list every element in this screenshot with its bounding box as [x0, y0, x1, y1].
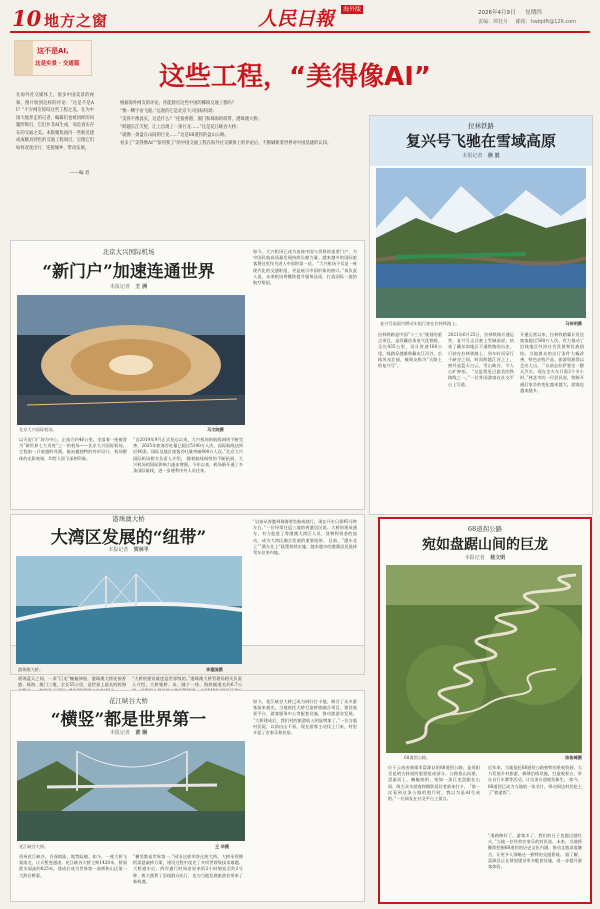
article-byline	[11, 546, 246, 553]
masthead-edition: 海外版	[343, 6, 362, 13]
article-text-col-1: 以天安门广场为中心，正南方约46公里，坐落着一座被誉为“新世界七大奇迹”之一的机场——北京大兴国际机场。它犹如一只展翅的凤凰，航站楼独特的外形设计、机场整体的光影效果，均给人留下深刻印象。	[19, 437, 127, 461]
hzm-text-col-1: 碧海蓝天之间，一条“巨龙”蜿蜒伸展。港珠澳大桥连接香港、珠海、澳门三地，全长55公里，是世界上最长的跨海	[18, 676, 126, 688]
article-byline	[370, 152, 592, 159]
byline-name: 王 洲	[135, 284, 148, 290]
byline-prefix: 本报记者	[462, 153, 483, 159]
sidebar-signature: ——编 者	[70, 171, 90, 176]
article-kicker: 北京大兴国际机场	[102, 248, 155, 256]
article-text-col-3: “道路修好了，游客多了，我们的日子也越过越红火。”当地一位经营农家乐的村民说。未来，当地将继续挖掘68道拐的历史文化内涵，推动文旅深度融合，让更多人领略这一独特的交通景观。 据了解，富源县正在规划建设更多配套设施，进一步提升游客体验。	[488, 833, 582, 870]
article-text-col-2: 近年来，当地依托68道拐公路独特的景观资源，大力发展乡村旅游，修缮沿线设施，打造观景台，举办自行车赛等活动，让这条古道焕发新生。 如今，68道拐已成为当地的一张名片，带动周边村民吃上了“旅游饭”。	[488, 765, 582, 795]
photo-credit: 王 华摄	[215, 844, 230, 849]
article-byline	[380, 554, 590, 561]
header-rule	[10, 31, 590, 33]
article-huajiang-bridge	[10, 690, 365, 902]
article-text-col-1: 贵州花江峡谷，谷深坡陡，地势险峻。如今，一座大桥飞架南北，让天堑变通途。花江峡谷大桥主跨1420米，桥面距水面高约625米，建成后成为世界第一高桥和山区第一大跨径桥梁。	[19, 854, 127, 878]
68-bends-photo	[386, 565, 582, 753]
sidebar-text: 在海外社交媒体上，很多中国美景的视频、图片收到这样的评论：“这是不是AI？”不少网友惊叹这些工程之美。在为中国大地奔走的记者、编辑们也被同样的问题所吸引，它们并非AI生成，而是真实存在的交通之美。本版聚焦国内一些新近建成或颇具特色的交通工程项目，呈现它们如何改变出行、连接城乡、带动发展。	[16, 93, 94, 151]
article-kicker: 港珠澳大桥	[112, 515, 145, 523]
daxing-airport-image	[17, 295, 245, 425]
editor-line	[478, 18, 576, 25]
byline-name: 徐 驳	[487, 153, 500, 159]
hzm-photo-credit: 李建国摄	[206, 667, 223, 672]
article-text-col-1: 拉林铁路是中国“十三五”规划的重点项目，是西藏首条电气化铁路，全长435公里，设计时速160公里。线路穿越雅鲁藏布江河谷，沿线风光壮丽，被网友称为“天路上的复兴号”。	[378, 332, 442, 369]
article-kicker: 花江峡谷大桥	[109, 697, 148, 705]
article-text-col-2: “自2019年9月正式投运以来，大兴机场的航线网络不断完善，2025年旅客吞吐量已超过5100万人次，国际航线达到近40条，国际及地区旅客吞吐量突破400万人次。”北京大兴国际机场相关负责人介绍。 随着航线网络的不断拓展，大兴机场的国际影响力逐步增强。今年以来，机场新开通了多条国际航线，进一步便利中外人员往来。	[133, 437, 243, 474]
article-lalin-railway	[369, 115, 593, 515]
huajiang-bridge-image	[17, 741, 245, 841]
byline-prefix: 本报记者	[109, 284, 130, 290]
tag-line-2: 这是实景 · 交通篇	[35, 61, 80, 67]
editor: 责编：谭桂月	[478, 19, 509, 25]
page-number: 10	[12, 6, 42, 31]
page-header	[0, 0, 600, 34]
hzm-photo-caption: 港珠澳大桥。	[18, 667, 44, 672]
article-kicker: 拉林铁路	[468, 122, 494, 130]
byline-prefix: 本报记者	[108, 547, 129, 553]
editor-email: 邮箱：hwbjdft@126.com	[515, 19, 577, 25]
byline-name: 贺林平	[133, 547, 149, 553]
byline-name: 黄 娴	[135, 730, 148, 736]
article-kicker: 68道拐公路	[467, 525, 503, 533]
article-text-col-3: 如今，花江峡谷大桥已成为网红打卡地，吸引了众多游客前来观光。当地依托大桥打造桥旅融合项目，建设观景平台、游客服务中心等配套设施，推动旅游业发展。 “大桥建成后，我们村的旅游收入明显增加了。”一位当地村民说，以前出山不易，现在游客主动找上门来，村里开起了农家乐和民宿。	[253, 699, 357, 736]
byline-name: 杨文明	[490, 555, 506, 561]
hzm-text-col-2: “大桥的建设难度是世界级的。”港珠澳大桥管理局相关负责人介绍，大桥集桥、岛、隧于一体，海底隧道长约6.7公	[132, 676, 242, 688]
article-68-bends-road	[378, 517, 592, 904]
article-text-col-2: “横竖都是世界第一。”网友这样形容这座大桥。大桥采用钢桁梁悬索桥方案，建设过程中攻克了多项世界级技术难题。 大桥通车后，两岸通行时间由原来的2小时缩短至约2分钟，极大便利了沿线群众出行，也为当地发展旅游业带来了新机遇。	[133, 854, 243, 884]
article-title: “新门户”加速连通世界	[42, 262, 215, 282]
masthead-logo: 人民日報	[258, 8, 335, 30]
photo-credit: 陈俊峰摄	[565, 755, 582, 760]
issue-weekday: 星期四	[525, 10, 542, 16]
masthead	[258, 4, 363, 31]
article-title: 大湾区发展的“纽带”	[50, 528, 207, 548]
photo-caption: 花江峡谷大桥。	[19, 844, 49, 849]
sidebar-tag	[14, 40, 92, 76]
68-bends-image	[386, 565, 582, 753]
main-title: 这些工程，“美得像AI”	[159, 62, 431, 92]
article-daxing-airport	[10, 240, 365, 510]
article-byline	[11, 729, 246, 736]
article-title: 宛如盘踞山间的巨龙	[422, 537, 548, 553]
issue-date-line	[478, 8, 542, 16]
tag-illustration	[15, 41, 33, 75]
photo-credit: 马文晓摄	[207, 427, 224, 432]
tag-line-1: 这不是AI,	[37, 47, 69, 55]
photo-credit: 马伟明摄	[565, 321, 582, 326]
lalin-railway-photo	[376, 168, 586, 318]
byline-prefix: 本报记者	[109, 730, 130, 736]
article-title: 复兴号飞驰在雪域高原	[405, 132, 556, 150]
article-text-col-2: 2021年6月25日，拉林铁路开通运营，复兴号正式驶上雪域高原，结束了藏东南地区不通铁路的历史。行驶在拉林铁路上，列车时而穿行于峡谷之间，时而跨越江河之上，窗外是蓝天白云、雪山峡谷，令人心旷神怡。 “这是我见过最美的铁路线之一。”一位外国游客在社交平台上写道。	[448, 332, 514, 387]
article-byline	[11, 283, 246, 290]
article-text-col-3: 开通运营以来，拉林铁路累计发送旅客超过500万人次，有力推动了沿线地区经济社会发展和民族团结。当地群众的出行条件大幅改善，特色农牧产品、旅游资源得以走出大山。 “以前去拉萨要坐一整天汽车，现在坐火车只需3个多小时。”林芝市的一位居民说，铁路开通后家乡的变化越来越大，游客也越来越多。	[520, 332, 584, 393]
photo-caption: 北京大兴国际机场。	[19, 427, 57, 432]
photo-caption: 68道拐公路。	[404, 755, 431, 760]
article-title: “横竖”都是世界第一	[50, 710, 207, 730]
lalin-railway-image	[376, 168, 586, 318]
article-text-col-1: 位于云南省曲靖市富源县的68道拐公路，是贵阳至昆明古驿道的重要组成部分。公路依山而建，盘旋而上，蜿蜒曲折，宛如一条巨龙盘踞在山间，吸引众多游客和摄影爱好者前来打卡。 “第一次看到这条公路的照片时，我以为是AI生成的。”一位网友在社交平台上留言。	[388, 765, 480, 802]
article-text-col-3: 如今，大兴机场已成为连接中国与世界的重要门户，为中国民航高质量发展持续贡献力量。越来越多的国际旅客将这里作为进入中国的第一站。 “大兴机场不仅是一座现代化的交通枢纽，更是展示中国形象的窗口。”该负责人说，未来机场将继续提升服务品质，打造国际一流的航空枢纽。	[253, 249, 357, 286]
section-name: 地方之窗	[44, 12, 109, 30]
photo-caption: 复兴号高原内燃动车组行驶在拉林铁路上。	[380, 321, 460, 326]
daxing-airport-photo	[17, 295, 245, 425]
intro-text: 根据海外网友的评论，你能猜出这些中国的哪项交通工程吗？ “像一颗宇宙飞船。”远观的它是北京大兴国际机场； “美得不像真实，这是什么？”连接香港、澳门和珠海的纽带，港珠澳大桥； “跨越长江天堑，江上出现了一条巨龙……”这是花江峡谷大桥； “就像一条盘在山间的巨龙……”这是68道拐的盘山公路。 看多了“美得像AI”“惊到我了”的中国交通工程在海外社交媒体上的评论后，不断刷新着世界对中国基建的认知。	[120, 101, 332, 146]
article-text-col-3: “以前从香港到珠海要坐船或绕行，现在开车只需45分钟左右。”一位经常往返三地的香港居民说。大桥的建成通车，有力促进了粤港澳大湾区人员、货物和资金的流动，成为大湾区融合发展的重要纽带。 目前，“港车北上”“澳车北上”政策持续实施，越来越多的港澳居民选择驾车往来内地。	[253, 519, 357, 556]
huajiang-bridge-photo	[17, 741, 245, 841]
byline-prefix: 本报记者	[464, 555, 485, 561]
article-hzm-bridge-bottom	[10, 644, 365, 675]
issue-date: 2026年4月9日	[478, 10, 516, 16]
